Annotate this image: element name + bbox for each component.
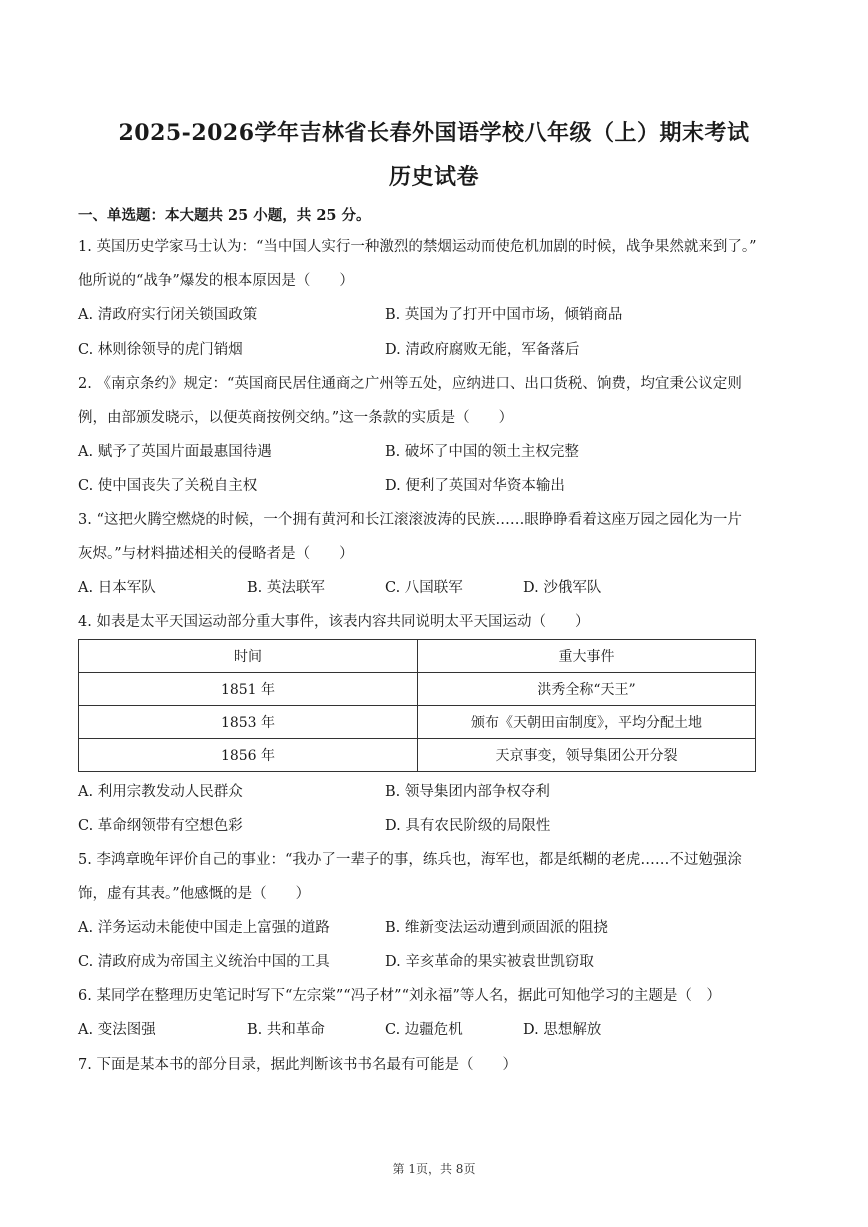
question-3-option-b: B. 英法联军 xyxy=(247,580,325,596)
question-4-option-c: C. 革命纲领带有空想色彩 xyxy=(78,818,243,834)
question-6-option-a: A. 变法图强 xyxy=(78,1022,156,1038)
table-header-row xyxy=(79,640,756,673)
question-6-option-b: B. 共和革命 xyxy=(247,1022,325,1038)
table-header-event: 重大事件 xyxy=(418,640,756,673)
question-6-option-c: C. 边疆危机 xyxy=(385,1022,463,1038)
question-1-option-c: C. 林则徐领导的虎门销烟 xyxy=(78,342,243,358)
question-2-line-1: 2. 《南京条约》规定：“英国商民居住通商之广州等五处，应纳进口、出口货税、饷费，均宜秉公议定则 xyxy=(78,376,742,392)
table-cell-event: 洪秀全称“天王” xyxy=(418,673,756,706)
question-5-option-c: C. 清政府成为帝国主义统治中国的工具 xyxy=(78,954,330,970)
question-4-option-a: A. 利用宗教发动人民群众 xyxy=(78,784,243,800)
page-footer: 第 1页，共 8页 xyxy=(392,1162,476,1176)
question-4-line-1: 4. 如表是太平天国运动部分重大事件，该表内容共同说明太平天国运动（ ） xyxy=(78,614,590,630)
table-header-time: 时间 xyxy=(79,640,418,673)
table-row xyxy=(79,739,756,772)
question-7-line-1: 7. 下面是某本书的部分目录，据此判断该书书名最有可能是（ ） xyxy=(78,1057,517,1073)
question-1-option-d: D. 清政府腐败无能，军备落后 xyxy=(385,342,580,358)
question-6-line-1: 6. 某同学在整理历史笔记时写下“左宗棠”“冯子材”“刘永福”等人名，据此可知他学习的主题是（ ） xyxy=(78,988,721,1004)
events-table xyxy=(78,639,756,772)
table-cell-event: 颁布《天朝田亩制度》，平均分配土地 xyxy=(418,706,756,739)
table-cell-time: 1851 年 xyxy=(79,673,418,706)
table-row xyxy=(79,706,756,739)
question-1-option-b: B. 英国为了打开中国市场，倾销商品 xyxy=(385,307,623,323)
question-5-option-d: D. 辛亥革命的果实被袁世凯窃取 xyxy=(385,954,594,970)
exam-title: 2025-2026学年吉林省长春外国语学校八年级（上）期末考试 xyxy=(118,120,750,146)
question-5-option-a: A. 洋务运动未能使中国走上富强的道路 xyxy=(78,920,330,936)
question-2-option-c: C. 使中国丧失了关税自主权 xyxy=(78,478,258,494)
section-heading: 一、单选题：本大题共 25 小题，共 25 分。 xyxy=(78,207,371,224)
question-5-option-b: B. 维新变法运动遭到顽固派的阻挠 xyxy=(385,920,608,936)
exam-subject-title: 历史试卷 xyxy=(388,164,479,190)
table-row xyxy=(79,673,756,706)
table-cell-event: 天京事变，领导集团公开分裂 xyxy=(418,739,756,772)
question-3-option-c: C. 八国联军 xyxy=(385,580,463,596)
question-3-line-1: 3. “这把火腾空燃烧的时候，一个拥有黄河和长江滚滚波涛的民族……眼睁睁看着这座万园之园化为一片 xyxy=(78,512,742,528)
question-3-line-2: 灰烬。”与材料描述相关的侵略者是（ ） xyxy=(78,546,354,562)
question-5-line-2: 饰，虚有其表。”他感慨的是（ ） xyxy=(78,886,311,902)
question-6-option-d: D. 思想解放 xyxy=(523,1022,602,1038)
question-5-line-1: 5. 李鸿章晚年评价自己的事业：“我办了一辈子的事，练兵也，海军也，都是纸糊的老虎……不过勉强涂 xyxy=(78,852,742,868)
question-2-option-b: B. 破坏了中国的领土主权完整 xyxy=(385,444,579,460)
question-1-line-2: 他所说的“战争”爆发的根本原因是（ ） xyxy=(78,273,354,289)
question-1-line-1: 1. 英国历史学家马士认为：“当中国人实行一种激烈的禁烟运动而使危机加剧的时候，战争果然就来到了。” xyxy=(78,239,757,255)
table-cell-time: 1856 年 xyxy=(79,739,418,772)
question-4-option-d: D. 具有农民阶级的局限性 xyxy=(385,818,551,834)
question-3-option-d: D. 沙俄军队 xyxy=(523,580,602,596)
question-2-line-2: 例，由部颁发晓示，以便英商按例交纳。”这一条款的实质是（ ） xyxy=(78,410,514,426)
question-2-option-a: A. 赋予了英国片面最惠国待遇 xyxy=(78,444,272,460)
question-2-option-d: D. 便利了英国对华资本输出 xyxy=(385,478,565,494)
question-3-option-a: A. 日本军队 xyxy=(78,580,156,596)
question-4-option-b: B. 领导集团内部争权夺利 xyxy=(385,784,550,800)
table-cell-time: 1853 年 xyxy=(79,706,418,739)
question-1-option-a: A. 清政府实行闭关锁国政策 xyxy=(78,307,258,323)
